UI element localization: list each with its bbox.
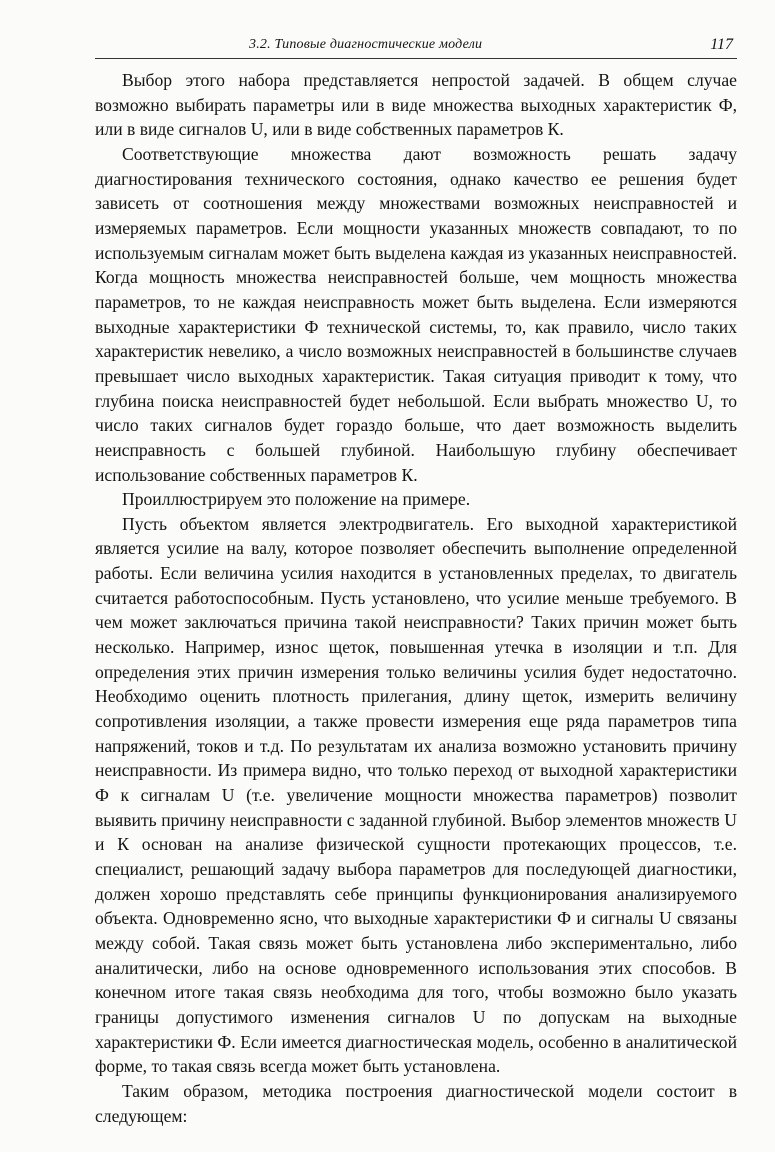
paragraph: Пусть объектом является электродвигатель. Его выходной характеристикой является усилие на валу, которое позволяет обеспечить выполнение определенной работы. Если величина усилия находится в установленных пределах, то двигатель считается работоспособным. Пусть установлено, что усилие меньше требуемого. В чем может заключаться причина такой неисправности? Таких причин может быть несколько. Например, износ щеток, повышенная утечка в изоляции и т.п. Для определения этих причин измерения только величины усилия будет недостаточно. Необходимо оценить плотность прилегания, длину щеток, измерить величину сопротивления изоляции, а также провести измерения еще ряда параметров типа напряжений, токов и т.д. По результатам их анализа возможно установить причину неисправности. Из примера видно, что только переход от выходной характеристики Ф к сигналам U (т.е. увеличение мощности множества параметров) позволит выявить причину неисправности с заданной глубиной. Выбор элементов множеств U и К основан на анализе физической сущности протекающих процессов, т.е. специалист, решающий задачу выбора параметров для последующей диагностики, должен хорошо представлять себе принципы функционирования анализируемого объекта. Одновременно ясно, что выходные характеристики Ф и сигналы U связаны между собой. Такая связь может быть установлена либо экспериментально, либо аналитически, либо на основе одновременного использования этих способов. В конечном итоге такая связь необходима для того, чтобы возможно было указать границы допустимого изменения сигналов U по допускам на выходные характеристики Ф. Если имеется диагностическая модель, особенно в аналитической форме, то такая связь всегда может быть установлена.: [95, 513, 737, 1077]
section-title: 3.2. Типовые диагностические модели: [249, 37, 483, 52]
paragraph: Соответствующие множества дают возможность решать задачу диагностирования технического состояния, однако качество ее решения будет зависеть от соотношения между множествами возможных неисправностей и измеряемых параметров. Если мощности указанных множеств совпадают, то по используемым сигналам может быть выделена каждая из указанных неисправностей. Когда мощность множества неисправностей больше, чем мощность множества параметров, то не каждая неисправность может быть выделена. Если измеряются выходные характеристики Ф технической системы, то, как правило, число таких характеристик невелико, а число возможных неисправностей в большинстве случаев превышает число выходных характеристик. Такая ситуация приводит к тому, что глубина поиска неисправностей будет небольшой. Если выбрать множество U, то число таких сигналов будет гораздо больше, что дает возможность выделить неисправность с большей глубиной. Наибольшую глубину обеспечивает использование собственных параметров К.: [95, 143, 737, 485]
paragraph: Проиллюстрируем это положение на примере.: [122, 489, 471, 510]
running-header: [95, 34, 737, 59]
paragraph: Таким образом, методика построения диагностической модели состоит в следующем:: [95, 1080, 737, 1126]
page-number: 117: [710, 36, 733, 53]
body-text: [95, 68, 737, 1128]
paragraph: Выбор этого набора представляется непростой задачей. В общем случае возможно выбирать параметры или в виде множества выходных характеристик Ф, или в виде сигналов U, или в виде собственных параметров К.: [95, 70, 737, 140]
